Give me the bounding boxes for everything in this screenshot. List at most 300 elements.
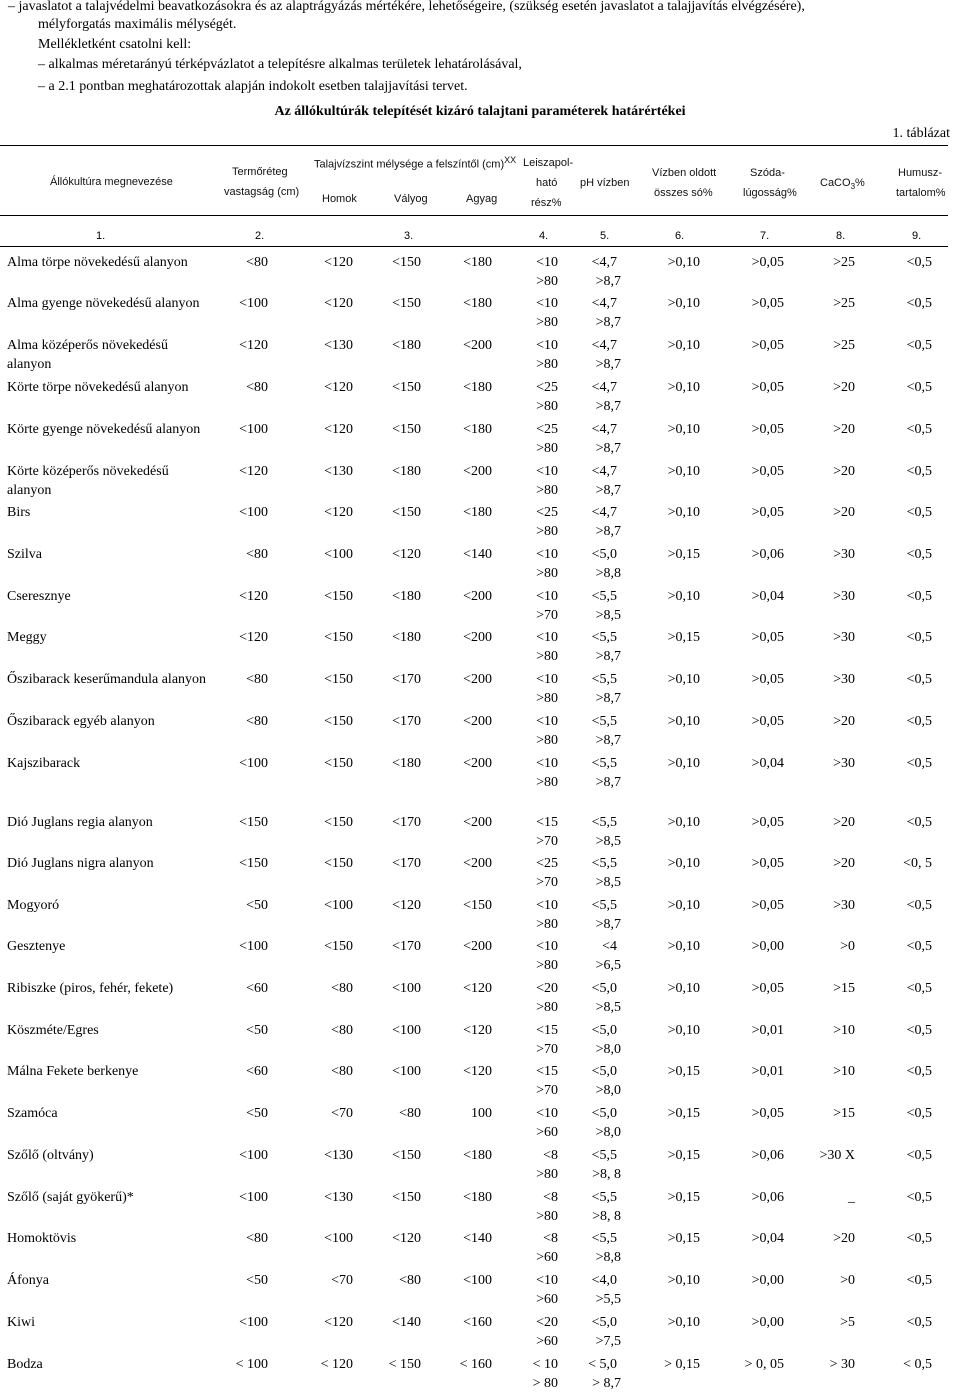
cell-c: >20 [833,856,855,871]
cell-c: >15 [833,981,855,996]
intro-line: – a 2.1 pontban meghatározottak alapján indokolt esetben talajjavítási tervet. [38,79,468,94]
cell-t: <60 [246,981,268,996]
cell-s: >0,10 [667,756,700,771]
cell-h: <120 [324,1315,353,1330]
cell-a: <200 [463,756,492,771]
cell-p1: <5,5 [591,589,617,604]
cell-v: <120 [392,1231,421,1246]
cell-l1: <15 [536,1023,558,1038]
cell-t: <60 [246,1064,268,1079]
table-row [0,1188,960,1230]
cell-sz: >0,05 [751,380,784,395]
cell-l1: <20 [536,981,558,996]
cell-a: <180 [463,255,492,270]
header-top-rule [0,145,948,146]
cell-h: <130 [324,1190,353,1205]
cell-v: <170 [392,672,421,687]
cell-hu: <0,5 [906,1190,932,1205]
cell-p1: <5,5 [591,1231,617,1246]
cell-c: >30 [833,898,855,913]
cell-t: <120 [239,630,268,645]
cell-c: >25 [833,338,855,353]
cell-t: <150 [239,815,268,830]
cell-hu: <0,5 [906,939,932,954]
cell-hu: <0,5 [906,898,932,913]
cell-l2: >80 [536,958,558,973]
cell-t: <120 [239,589,268,604]
table-row [0,1021,960,1063]
cell-s: >0,10 [667,672,700,687]
header-termoreteg-2: vastagság (cm) [224,186,300,198]
cell-l1: <10 [536,296,558,311]
cell-h: <150 [324,815,353,830]
cell-p2: >7,5 [595,1334,621,1349]
table-row [0,813,960,855]
cell-s: >0,10 [667,714,700,729]
crop-name: Körte középerős növekedésű alanyon [7,464,169,498]
cell-hu: <0,5 [906,630,932,645]
table-row [0,545,960,587]
crop-name: Cseresznye [7,589,71,604]
cell-p2: >5,5 [595,1292,621,1307]
cell-a: <120 [463,1023,492,1038]
crop-name: Szőlő (oltvány) [7,1148,94,1163]
cell-p1: <5,5 [591,898,617,913]
cell-t: <120 [239,338,268,353]
cell-c: >10 [833,1023,855,1038]
column-number: 9. [912,230,922,242]
cell-h: <70 [331,1273,353,1288]
cell-p2: >8,7 [595,917,621,932]
cell-p2: >8,7 [595,315,621,330]
crop-name: Körte gyenge növekedésű alanyon [7,422,201,437]
cell-h: <120 [324,296,353,311]
cell-v: <170 [392,714,421,729]
intro-line: – alkalmas méretarányú térképvázlatot a telepítésre alkalmas területek lehatárolásával, [38,57,522,72]
cell-l2: >60 [536,1250,558,1265]
cell-p2: >8,7 [595,649,621,664]
crop-name: Málna Fekete berkenye [7,1064,139,1079]
table-row [0,1229,960,1271]
cell-l1: <10 [536,756,558,771]
cell-hu: <0,5 [906,1064,932,1079]
cell-sz: >0,04 [751,756,784,771]
cell-l1: <10 [536,338,558,353]
cell-h: <100 [324,898,353,913]
cell-v: <150 [392,296,421,311]
cell-l2: >70 [536,608,558,623]
cell-t: <50 [246,1023,268,1038]
cell-c: >20 [833,422,855,437]
cell-c: >30 X [819,1148,855,1163]
cell-v: <150 [392,505,421,520]
table-row [0,420,960,462]
cell-l2: >80 [536,1000,558,1015]
header-leiszap-1: Leiszapol- [523,157,574,169]
cell-t: <80 [246,672,268,687]
cell-hu: <0,5 [906,1273,932,1288]
crop-name: Birs [7,505,31,520]
cell-h: <130 [324,1148,353,1163]
cell-h: < 120 [320,1357,353,1372]
cell-v: <180 [392,630,421,645]
cell-p1: <4,7 [591,338,617,353]
cell-s: >0,10 [667,464,700,479]
cell-l1: <10 [536,939,558,954]
cell-p2: >8,7 [595,775,621,790]
cell-p1: <5,0 [591,981,617,996]
table-row [0,854,960,896]
table-row [0,1146,960,1188]
crop-name: Szilva [7,547,42,562]
cell-p1: <4,7 [591,422,617,437]
cell-h: <120 [324,255,353,270]
cell-c: >0 [840,1273,855,1288]
table-number: 1. táblázat [892,126,950,141]
cell-p2: >8,7 [595,399,621,414]
cell-p2: >8,7 [595,691,621,706]
cell-h: <150 [324,630,353,645]
cell-s: >0,15 [667,1064,700,1079]
table-row [0,462,960,504]
table-row [0,712,960,754]
table-row [0,1355,960,1397]
cell-l1: <25 [536,856,558,871]
cell-c: >20 [833,505,855,520]
cell-p2: >8,7 [595,733,621,748]
cell-h: <150 [324,589,353,604]
cell-sz: >0,05 [751,296,784,311]
cell-hu: <0,5 [906,505,932,520]
column-number: 6. [675,230,685,242]
cell-sz: >0,05 [751,464,784,479]
table-row [0,628,960,670]
cell-t: <100 [239,1315,268,1330]
cell-l2: > 80 [532,1376,558,1391]
table-row [0,937,960,979]
cell-l1: <20 [536,1315,558,1330]
cell-c: >15 [833,1106,855,1121]
cell-s: >0,15 [667,1190,700,1205]
cell-p1: <5,0 [591,1106,617,1121]
header-bottom-rule [0,215,948,216]
table-row [0,754,960,796]
cell-p2: >6,5 [595,958,621,973]
cell-p1: <4 [602,939,617,954]
cell-p1: <5,0 [591,1023,617,1038]
cell-s: >0,10 [667,505,700,520]
column-number: 5. [600,230,610,242]
intro-line: mélyforgatás maximális mélységét. [38,17,237,32]
cell-v: <170 [392,856,421,871]
cell-v: <150 [392,255,421,270]
cell-h: <130 [324,338,353,353]
cell-h: <100 [324,547,353,562]
cell-a: <150 [463,898,492,913]
cell-l2: >70 [536,875,558,890]
cell-sz: >0,06 [751,547,784,562]
cell-l1: <8 [543,1231,558,1246]
crop-name: Alma gyenge növekedésű alanyon [7,296,200,311]
header-caco3 [820,177,865,191]
crop-name: Áfonya [7,1273,49,1288]
cell-l1: < 10 [532,1357,558,1372]
cell-a: <180 [463,296,492,311]
table-title: Az állókultúrák telepítését kizáró talajtani paraméterek határértékei [274,104,686,119]
table-row [0,979,960,1021]
cell-l2: >70 [536,1083,558,1098]
cell-l2: >80 [536,1209,558,1224]
cell-hu: <0,5 [906,338,932,353]
intro-line: Mellékletként csatolni kell: [38,37,192,52]
intro-line: – javaslatot a talajvédelmi beavatkozásokra és az alaptrágyázás mértékére, lehetőségeire, (szükség esetén javaslatot a talajjavítás elvégzésére), [8,0,805,14]
cell-v: <150 [392,1148,421,1163]
cell-p1: <5,5 [591,1190,617,1205]
cell-sz: >0,01 [751,1023,784,1038]
cell-a: < 160 [459,1357,492,1372]
cell-l2: >80 [536,315,558,330]
cell-l2: >60 [536,1334,558,1349]
header-talajviz-sup: XX [504,155,517,165]
crop-name: Mogyoró [7,898,60,913]
cell-p1: <4,7 [591,505,617,520]
cell-c: >20 [833,815,855,830]
cell-sz: >0,05 [751,856,784,871]
cell-t: <100 [239,939,268,954]
cell-p2: >8,5 [595,1000,621,1015]
cell-a: <140 [463,547,492,562]
cell-t: <150 [239,856,268,871]
crop-name: Köszméte/Egres [7,1023,99,1038]
cell-t: <80 [246,547,268,562]
cell-p1: <5,5 [591,672,617,687]
cell-sz: >0,05 [751,630,784,645]
header-szoda-2: lúgosság% [743,187,797,199]
crop-name: Szőlő (saját gyökerű)* [7,1190,134,1205]
header-name: Állókultúra megnevezése [50,176,173,188]
header-leiszap-3: rész% [531,197,562,209]
crop-name: Kiwi [7,1315,35,1330]
cell-c: >30 [833,547,855,562]
cell-t: <100 [239,296,268,311]
cell-v: <170 [392,939,421,954]
cell-l2: >80 [536,483,558,498]
header-humusz-1: Humusz- [898,167,943,179]
header-caco3-text: CaCO [820,177,851,189]
table-row [0,253,960,295]
cell-t: <100 [239,505,268,520]
cell-h: <120 [324,505,353,520]
cell-a: <200 [463,630,492,645]
cell-p1: <4,7 [591,464,617,479]
cell-t: <50 [246,1106,268,1121]
cell-hu: <0,5 [906,380,932,395]
cell-l1: <15 [536,815,558,830]
cell-s: >0,10 [667,380,700,395]
crop-name: Dió Juglans nigra alanyon [7,856,154,871]
cell-p1: <4,0 [591,1273,617,1288]
cell-v: <170 [392,815,421,830]
cell-t: <80 [246,714,268,729]
column-number: 8. [836,230,846,242]
header-vizben-2: összes só% [654,187,713,199]
cell-p2: >8,0 [595,1042,621,1057]
cell-sz: >0,05 [751,1106,784,1121]
cell-p2: >8,5 [595,875,621,890]
crop-name: Ribiszke (piros, fehér, fekete) [7,981,174,996]
cell-p2: > 8,7 [592,1376,621,1391]
cell-s: >0,15 [667,1106,700,1121]
header-talajviz [314,155,516,171]
cell-sz: >0,05 [751,255,784,270]
cell-l1: <10 [536,714,558,729]
table-row [0,1271,960,1313]
cell-s: >0,10 [667,981,700,996]
cell-s: >0,10 [667,255,700,270]
cell-t: <80 [246,380,268,395]
cell-a: <200 [463,672,492,687]
table-row [0,294,960,336]
header-termoreteg-1: Termőréteg [232,166,288,178]
cell-p2: >8,5 [595,608,621,623]
cell-sz: >0,05 [751,505,784,520]
cell-a: <120 [463,981,492,996]
cell-c: >30 [833,589,855,604]
cell-a: <140 [463,1231,492,1246]
cell-a: <180 [463,380,492,395]
cell-l1: <25 [536,380,558,395]
cell-t: <100 [239,756,268,771]
cell-sz: >0,05 [751,898,784,913]
table-row [0,670,960,712]
cell-c: >20 [833,380,855,395]
cell-l2: >80 [536,917,558,932]
cell-l2: >80 [536,691,558,706]
cell-p2: >8, 8 [592,1209,621,1224]
cell-t: <80 [246,1231,268,1246]
cell-sz: >0,05 [751,338,784,353]
cell-sz: >0,00 [751,1315,784,1330]
cell-sz: >0,06 [751,1148,784,1163]
cell-p2: >8,0 [595,1125,621,1140]
cell-l2: >80 [536,775,558,790]
cell-c: >10 [833,1064,855,1079]
cell-l2: >80 [536,566,558,581]
cell-t: <80 [246,255,268,270]
cell-hu: <0,5 [906,672,932,687]
cell-p2: >8,7 [595,274,621,289]
cell-a: <200 [463,856,492,871]
cell-p2: >8,7 [595,441,621,456]
crop-name: Meggy [7,630,47,645]
cell-hu: <0,5 [906,1106,932,1121]
cell-s: >0,10 [667,856,700,871]
cell-l1: <8 [543,1148,558,1163]
crop-name: Dió Juglans regia alanyon [7,815,153,830]
cell-v: <180 [392,589,421,604]
cell-v: <150 [392,1190,421,1205]
cell-t: < 100 [235,1357,268,1372]
cell-hu: <0,5 [906,1315,932,1330]
cell-c: _ [848,1190,855,1205]
table-row [0,587,960,629]
cell-a: <180 [463,1190,492,1205]
crop-name: Bodza [7,1357,43,1372]
cell-s: >0,15 [667,1148,700,1163]
cell-p2: >8,5 [595,834,621,849]
header-szoda-1: Szóda- [750,167,785,179]
cell-p2: >8, 8 [592,1167,621,1182]
cell-v: <100 [392,1023,421,1038]
cell-l1: <10 [536,464,558,479]
cell-c: >25 [833,296,855,311]
cell-p1: <5,5 [591,815,617,830]
column-number: 4. [539,230,549,242]
cell-s: >0,10 [667,898,700,913]
cell-hu: <0,5 [906,815,932,830]
cell-l1: <10 [536,1106,558,1121]
cell-l1: <10 [536,589,558,604]
cell-hu: <0,5 [906,296,932,311]
cell-v: <100 [392,981,421,996]
cell-c: >20 [833,1231,855,1246]
cell-l1: <25 [536,422,558,437]
cell-p1: <4,7 [591,255,617,270]
table-row [0,896,960,938]
crop-name: Homoktövis [7,1231,77,1246]
cell-p1: <5,5 [591,1148,617,1163]
column-number: 7. [760,230,770,242]
cell-p1: <4,7 [591,296,617,311]
cell-sz: >0,00 [751,939,784,954]
cell-p1: <5,5 [591,714,617,729]
cell-sz: >0,06 [751,1190,784,1205]
cell-hu: <0,5 [906,1148,932,1163]
cell-sz: > 0, 05 [744,1357,784,1372]
header-talajviz-text: Talajvízszint mélysége a felszíntől (cm) [314,158,505,171]
crop-name: Kajszibarack [7,756,81,771]
cell-l2: >80 [536,441,558,456]
cell-l1: <10 [536,1273,558,1288]
cell-c: >20 [833,714,855,729]
cell-l2: >80 [536,649,558,664]
cell-sz: >0,04 [751,589,784,604]
cell-h: <120 [324,422,353,437]
header-ph: pH vízben [580,177,630,189]
cell-sz: >0,04 [751,1231,784,1246]
cell-h: <120 [324,380,353,395]
cell-l2: >70 [536,834,558,849]
cell-t: <120 [239,464,268,479]
cell-p1: <5,5 [591,756,617,771]
cell-v: <180 [392,464,421,479]
cell-l1: <10 [536,898,558,913]
cell-p1: <5,0 [591,547,617,562]
cell-t: <100 [239,422,268,437]
cell-l2: >70 [536,1042,558,1057]
cell-a: <200 [463,714,492,729]
cell-hu: <0,5 [906,422,932,437]
cell-l1: <10 [536,547,558,562]
cell-a: <200 [463,464,492,479]
header-humusz-2: tartalom% [896,187,946,199]
cell-sz: >0,05 [751,714,784,729]
cell-l2: >60 [536,1292,558,1307]
cell-l1: <25 [536,505,558,520]
cell-s: >0,15 [667,1231,700,1246]
cell-s: >0,15 [667,547,700,562]
cell-h: <150 [324,714,353,729]
